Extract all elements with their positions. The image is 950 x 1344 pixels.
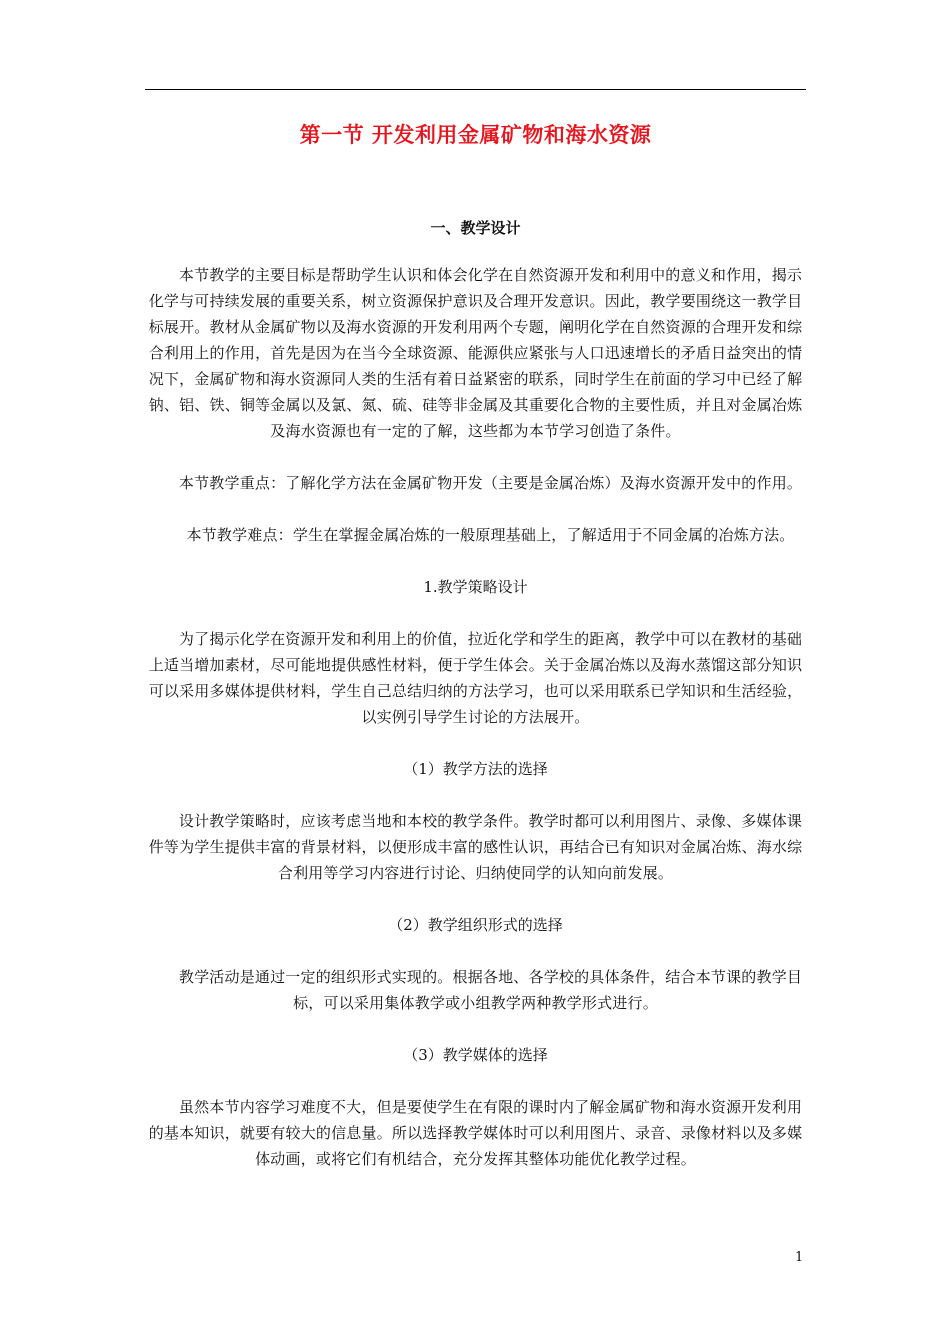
paragraph-method: 设计教学策略时，应该考虑当地和本校的教学条件。教学时都可以利用图片、录像、多媒体课件等为学生提供丰富的背景材料，以便形成丰富的感性认识，再结合已有知识对金属冶炼、海水综合利用等学习内容进行讨论、归纳使同学的认知向前发展。 bbox=[148, 812, 803, 882]
paragraph-strategy: 为了揭示化学在资源开发和利用上的价值，拉近化学和学生的距离，教学中可以在教材的基础上适当增加素材，尽可能地提供感性材料，便于学生体会。关于金属冶炼以及海水蒸馏这部分知识可以采用多媒体提供材料，学生自己总结归纳的方法学习，也可以采用联系已学知识和生活经验，以实例引导学生讨论的方法展开。 bbox=[148, 630, 803, 726]
method-heading: （1）教学方法的选择 bbox=[403, 760, 548, 778]
document-title: 第一节 开发利用金属矿物和海水资源 bbox=[299, 122, 652, 147]
paragraph-difficulty: 本节教学难点：学生在掌握金属冶炼的一般原理基础上，了解适用于不同金属的冶炼方法。 bbox=[186, 526, 795, 544]
page-number: 1 bbox=[795, 1250, 804, 1265]
paragraph-intro: 本节教学的主要目标是帮助学生认识和体会化学在自然资源开发和利用中的意义和作用，揭示化学与可持续发展的重要关系，树立资源保护意识及合理开发意识。因此，教学要围绕这一教学目标展开。教材从金属矿物以及海水资源的开发利用两个专题，阐明化学在自然资源的合理开发和综合利用上的作用，首先是因为在当今全球资源、能源供应紧张与人口迅速增长的矛盾日益突出的情况下，金属矿物和海水资源同人类的生活有着日益紧密的联系，同时学生在前面的学习中已经了解钠、铝、铁、铜等金属以及氯、氮、硫、硅等非金属及其重要化合物的主要性质，并且对金属冶炼及海水资源也有一定的了解，这些都为本节学习创造了条件。 bbox=[148, 266, 803, 440]
paragraph-media: 虽然本节内容学习难度不大，但是要使学生在有限的课时内了解金属矿物和海水资源开发利用的基本知识，就要有较大的信息量。所以选择教学媒体时可以利用图片、录音、录像材料以及多媒体动画，或将它们有机结合，充分发挥其整体功能优化教学过程。 bbox=[148, 1098, 803, 1168]
organization-heading: （2）教学组织形式的选择 bbox=[388, 916, 563, 934]
paragraph-organization: 教学活动是通过一定的组织形式实现的。根据各地、各学校的具体条件，结合本节课的教学目标，可以采用集体教学或小组教学两种教学形式进行。 bbox=[178, 968, 803, 1012]
section-heading-teaching-design: 一、教学设计 bbox=[430, 219, 521, 237]
strategy-heading: 1.教学策略设计 bbox=[423, 578, 528, 596]
header-rule bbox=[145, 89, 806, 90]
document-body bbox=[145, 118, 806, 1172]
paragraph-key-point: 本节教学重点：了解化学方法在金属矿物开发（主要是金属冶炼）及海水资源开发中的作用。 bbox=[178, 474, 803, 492]
media-heading: （3）教学媒体的选择 bbox=[403, 1046, 548, 1064]
